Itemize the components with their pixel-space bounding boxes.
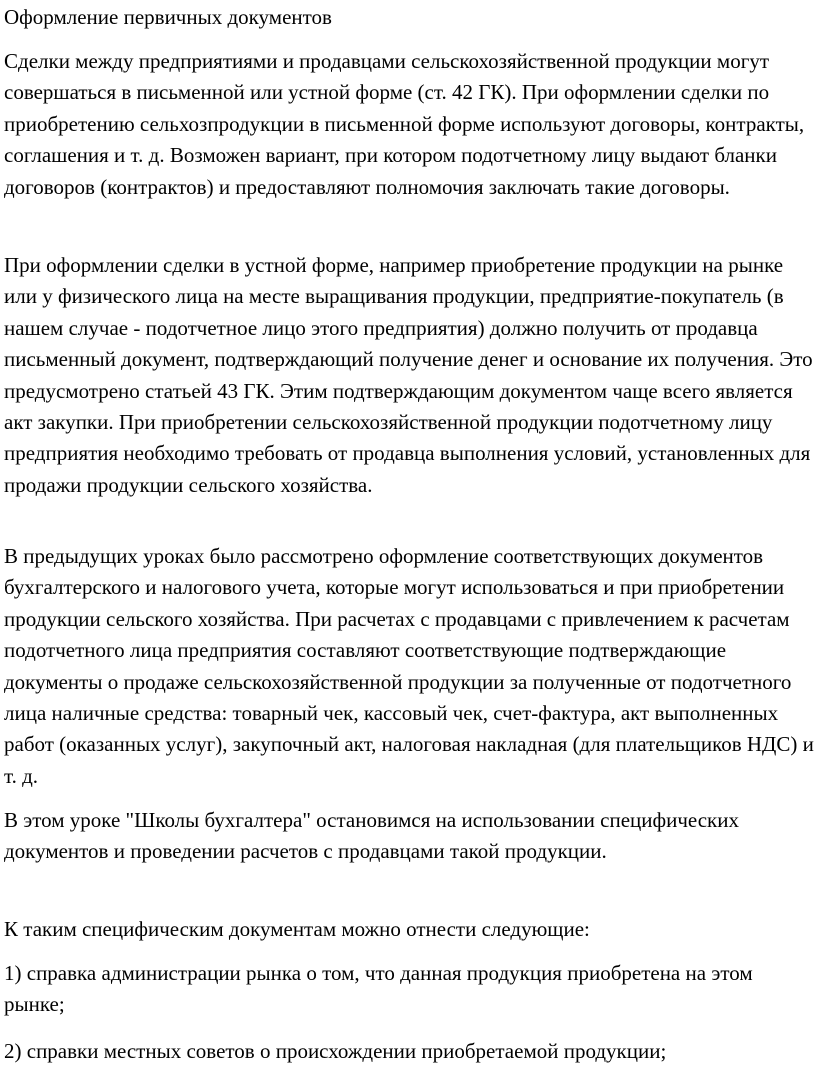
paragraph-this-lesson: В этом уроке "Школы бухгалтера" остановимся на использовании специфических документов и проведении расчетов с продавцами такой продукции. xyxy=(4,808,739,864)
list-item-local-council-certificates: 2) справки местных советов о происхождении приобретаемой продукции; xyxy=(4,1039,667,1063)
paragraph-oral-form-deals: При оформлении сделки в устной форме, например приобретение продукции на рынке или у физического лица на месте выращивания продукции, предприятие-покупатель (в нашем случае - подотчетное лицо этого предприятия) должно получить от продавца письменный документ, подтверждающий получение денег и основание их получения. Это предусмотрено статьей 43 ГК. Этим подтверждающим документом чаще всего является акт закупки. При приобретении сельскохозяйственной продукции подотчетному лицу предприятия необходимо требовать от продавца выполнения условий, установленных для продажи продукции сельского хозяйства. xyxy=(4,253,813,497)
paragraph-written-form-deals: Сделки между предприятиями и продавцами сельскохозяйственной продукции могут совершаться в письменной или устной форме (ст. 42 ГК). При оформлении сделки по приобретению сельхозпродукции в письменной форме используют договоры, контракты, соглашения и т. д. Возможен вариант, при котором подотчетному лицу выдают бланки договоров (контрактов) и предоставляют полномочия заключать такие договоры. xyxy=(4,49,805,199)
paragraph-specific-documents-intro: К таким специфическим документам можно отнести следующие: xyxy=(4,917,590,941)
list-item-market-certificate: 1) справка администрации рынка о том, что данная продукция приобретена на этом рынке; xyxy=(4,961,753,1017)
document-title: Оформление первичных документов xyxy=(4,5,332,29)
paragraph-previous-lessons: В предыдущих уроках было рассмотрено оформление соответствующих документов бухгалтерского и налогового учета, которые могут использоваться и при приобретении продукции сельского хозяйства. При расчетах с продавцами с привлечением к расчетам подотчетного лица предприятия составляют соответствующие подтверждающие документы о продаже сельскохозяйственной продукции за полученные от подотчетного лица наличные средства: товарный чек, кассовый чек, счет-фактура, акт выполненных работ (оказанных услуг), закупочный акт, налоговая накладная (для плательщиков НДС) и т. д. xyxy=(4,544,814,788)
